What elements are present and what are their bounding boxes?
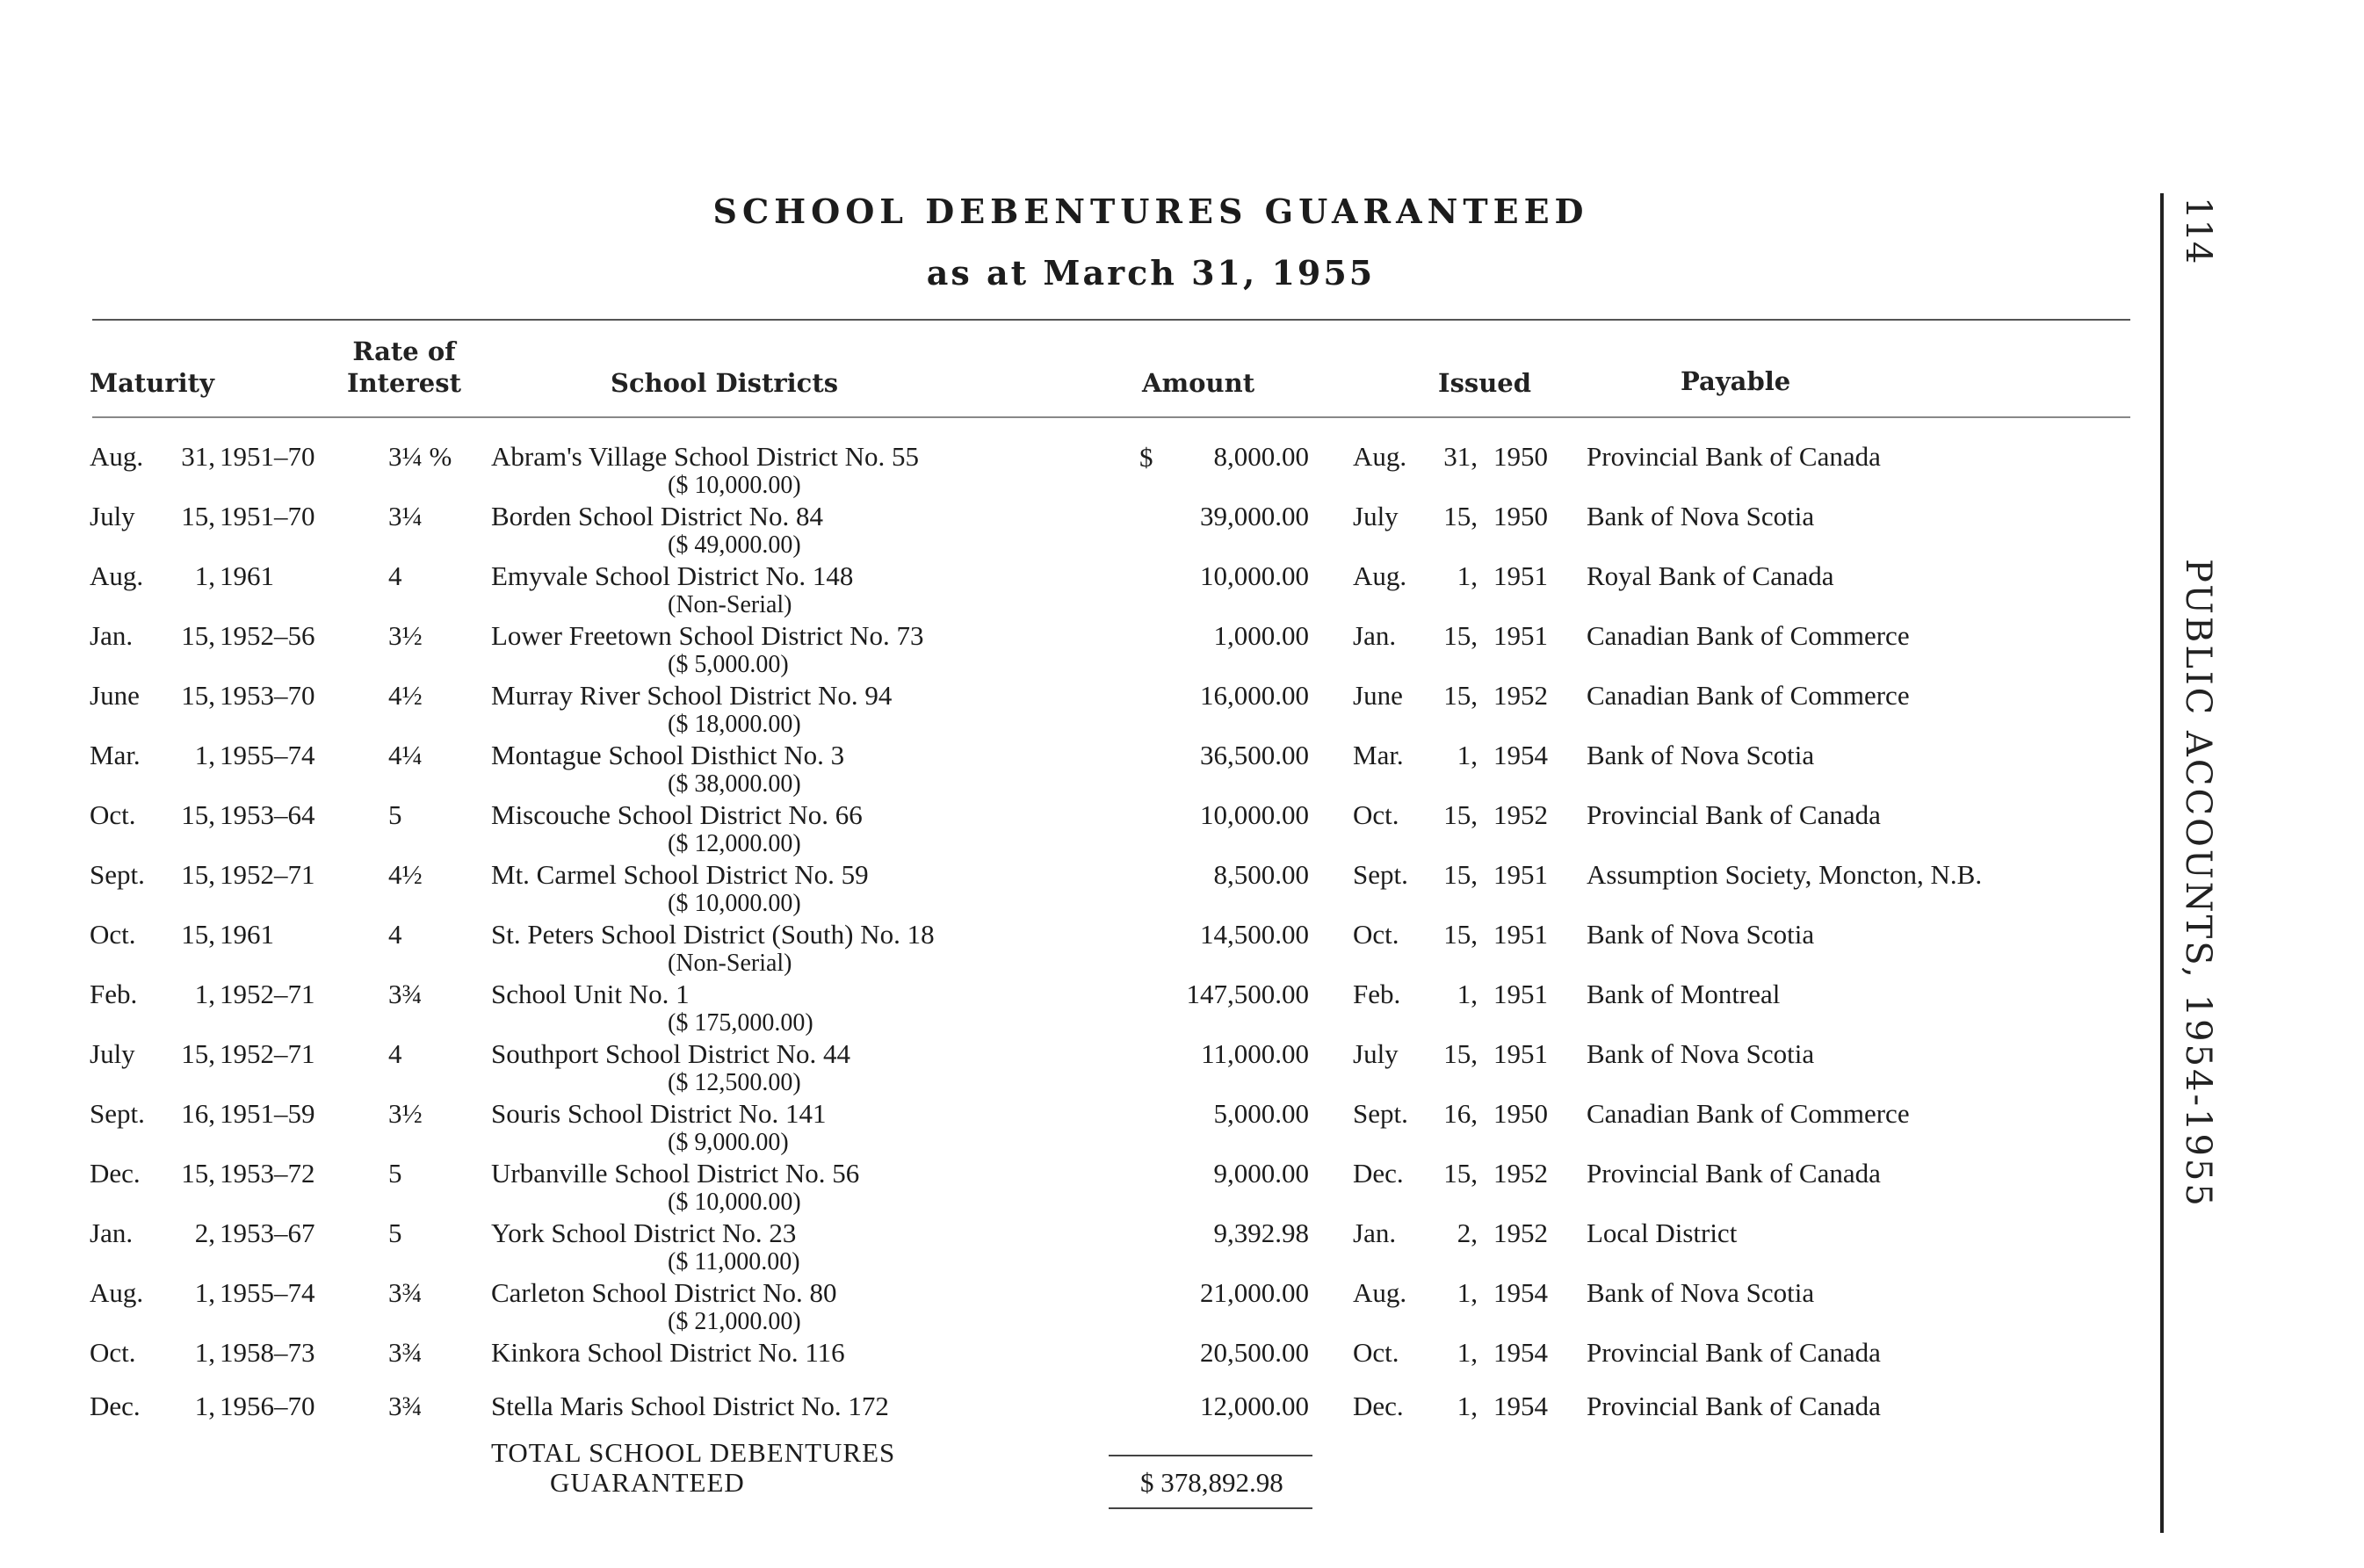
maturity-day: 31, (181, 441, 215, 472)
issued-year: 1952 (1493, 680, 1548, 711)
amount: 36,500.00 (1200, 740, 1309, 770)
interest-rate: 5 (388, 799, 402, 830)
issued-year: 1951 (1493, 859, 1548, 890)
payable-at: Provincial Bank of Canada (1587, 1337, 1881, 1368)
issued-day: 15, (1443, 1158, 1478, 1189)
maturity-day: 16, (181, 1098, 215, 1129)
issued-day: 15, (1443, 859, 1478, 890)
maturity-years: 1958–73 (220, 1337, 315, 1368)
maturity-day: 15, (181, 680, 215, 711)
district-subtotal: ($ 12,500.00) (668, 1069, 801, 1096)
table-row (0, 979, 2364, 1039)
interest-rate: 3¼ (388, 501, 423, 531)
issued-day: 15, (1443, 1038, 1478, 1069)
maturity-month: Aug. (90, 441, 144, 472)
maturity-years: 1955–74 (220, 1277, 315, 1308)
table-row (0, 1039, 2364, 1099)
amount: 39,000.00 (1200, 501, 1309, 531)
amount: 11,000.00 (1201, 1038, 1309, 1069)
issued-day: 1, (1457, 1337, 1478, 1368)
school-district: Montague School Disthict No. 3 (491, 740, 845, 770)
maturity-years: 1961 (220, 560, 274, 591)
maturity-month: Jan. (90, 1218, 134, 1248)
issued-month: Mar. (1353, 740, 1404, 770)
maturity-years: 1953–70 (220, 680, 315, 711)
header-top-rule (92, 319, 2130, 321)
issued-year: 1954 (1493, 740, 1548, 770)
maturity-month: Oct. (90, 799, 136, 830)
amount: 8,500.00 (1213, 859, 1309, 890)
maturity-month: Oct. (90, 1337, 136, 1368)
interest-rate: 4½ (388, 680, 423, 711)
district-subtotal: (Non-Serial) (668, 591, 792, 618)
issued-day: 15, (1443, 680, 1478, 711)
district-subtotal: ($ 49,000.00) (668, 531, 801, 559)
issued-year: 1954 (1493, 1277, 1548, 1308)
issued-month: Aug. (1353, 441, 1407, 472)
amount: 9,000.00 (1213, 1158, 1309, 1189)
table-row (0, 1338, 2364, 1398)
maturity-month: July (90, 501, 135, 531)
amount: 10,000.00 (1200, 560, 1309, 591)
page-title: SCHOOL DEBENTURES GUARANTEED (712, 191, 1589, 231)
payable-at: Provincial Bank of Canada (1587, 1391, 1881, 1421)
table-row (0, 1278, 2364, 1338)
issued-month: July (1353, 1038, 1399, 1069)
maturity-years: 1955–74 (220, 740, 315, 770)
payable-at: Bank of Nova Scotia (1587, 740, 1815, 770)
maturity-years: 1961 (220, 919, 274, 950)
issued-year: 1951 (1493, 919, 1548, 950)
interest-rate: 5 (388, 1218, 402, 1248)
maturity-years: 1951–59 (220, 1098, 315, 1129)
school-district: Borden School District No. 84 (491, 501, 823, 531)
school-district: Lower Freetown School District No. 73 (491, 620, 924, 651)
issued-month: Sept. (1353, 859, 1408, 890)
school-district: Carleton School District No. 80 (491, 1277, 837, 1308)
payable-at: Bank of Montreal (1587, 979, 1781, 1009)
school-district: Mt. Carmel School District No. 59 (491, 859, 869, 890)
payable-at: Assumption Society, Moncton, N.B. (1587, 859, 1983, 890)
interest-rate: 3½ (388, 1098, 423, 1129)
amount: 12,000.00 (1200, 1391, 1309, 1421)
school-district: St. Peters School District (South) No. 18 (491, 919, 935, 950)
amount: 21,000.00 (1200, 1277, 1309, 1308)
issued-year: 1952 (1493, 1158, 1548, 1189)
maturity-month: Sept. (90, 1098, 145, 1129)
issued-day: 31, (1443, 441, 1478, 472)
amount: 20,500.00 (1200, 1337, 1309, 1368)
issued-day: 1, (1457, 560, 1478, 591)
maturity-years: 1953–72 (220, 1158, 315, 1189)
issued-day: 15, (1443, 919, 1478, 950)
district-subtotal: ($ 18,000.00) (668, 711, 801, 738)
issued-day: 2, (1457, 1218, 1478, 1248)
maturity-years: 1953–67 (220, 1218, 315, 1248)
amount: 16,000.00 (1200, 680, 1309, 711)
table-row (0, 442, 2364, 502)
issued-day: 1, (1457, 740, 1478, 770)
maturity-day: 1, (194, 560, 215, 591)
issued-month: Jan. (1353, 620, 1397, 651)
interest-rate: 3¾ (388, 1277, 423, 1308)
amount-dollar-sign: $ (1139, 442, 1153, 473)
column-header-maturity: Maturity (90, 368, 214, 398)
amount: 9,392.98 (1213, 1218, 1309, 1248)
maturity-month: Dec. (90, 1391, 141, 1421)
maturity-years: 1956–70 (220, 1391, 315, 1421)
payable-at: Canadian Bank of Commerce (1587, 1098, 1910, 1129)
maturity-years: 1952–71 (220, 979, 315, 1009)
interest-rate: 3½ (388, 620, 423, 651)
interest-rate: 3¾ (388, 1391, 423, 1421)
issued-month: Dec. (1353, 1391, 1404, 1421)
interest-rate: 3¼ % (388, 441, 452, 472)
issued-day: 16, (1443, 1098, 1478, 1129)
header-bottom-rule (92, 416, 2130, 418)
amount: 1,000.00 (1213, 620, 1309, 651)
school-district: Urbanville School District No. 56 (491, 1158, 860, 1189)
issued-year: 1951 (1493, 979, 1548, 1009)
issued-year: 1950 (1493, 1098, 1548, 1129)
page-subtitle: as at March 31, 1955 (926, 253, 1376, 293)
school-district: York School District No. 23 (491, 1218, 797, 1248)
issued-month: July (1353, 501, 1399, 531)
interest-rate: 4 (388, 560, 402, 591)
payable-at: Bank of Nova Scotia (1587, 919, 1815, 950)
maturity-month: Oct. (90, 919, 136, 950)
margin-vertical-rule (2160, 193, 2164, 1533)
maturity-day: 1, (194, 1391, 215, 1421)
issued-month: Jan. (1353, 1218, 1397, 1248)
maturity-month: Aug. (90, 560, 144, 591)
district-subtotal: ($ 11,000.00) (668, 1248, 800, 1275)
interest-rate: 4½ (388, 859, 423, 890)
total-label-line2: GUARANTEED (550, 1467, 745, 1498)
table-row (0, 920, 2364, 979)
issued-month: Feb. (1353, 979, 1401, 1009)
maturity-day: 15, (181, 1038, 215, 1069)
column-header-rate-line2: Interest (347, 368, 461, 398)
issued-year: 1952 (1493, 799, 1548, 830)
payable-at: Canadian Bank of Commerce (1587, 620, 1910, 651)
school-district: Murray River School District No. 94 (491, 680, 893, 711)
table-row (0, 1218, 2364, 1278)
total-top-rule (1109, 1455, 1312, 1456)
issued-month: Aug. (1353, 1277, 1407, 1308)
district-subtotal: ($ 5,000.00) (668, 651, 789, 678)
issued-month: Oct. (1353, 1337, 1399, 1368)
issued-month: Oct. (1353, 799, 1399, 830)
column-header-rate-line1: Rate of (352, 336, 456, 366)
district-subtotal: ($ 21,000.00) (668, 1308, 801, 1335)
amount: 8,000.00 (1213, 441, 1309, 472)
district-subtotal: ($ 175,000.00) (668, 1009, 813, 1037)
column-header-amount: Amount (1142, 368, 1255, 398)
maturity-day: 1, (194, 979, 215, 1009)
school-district: Stella Maris School District No. 172 (491, 1391, 889, 1421)
district-subtotal: ($ 10,000.00) (668, 890, 801, 917)
issued-day: 1, (1457, 979, 1478, 1009)
school-district: Kinkora School District No. 116 (491, 1337, 845, 1368)
interest-rate: 3¾ (388, 1337, 423, 1368)
payable-at: Bank of Nova Scotia (1587, 1038, 1815, 1069)
table-row (0, 1099, 2364, 1159)
total-amount: $ 378,892.98 (1140, 1467, 1283, 1498)
payable-at: Bank of Nova Scotia (1587, 1277, 1815, 1308)
table-row (0, 800, 2364, 860)
interest-rate: 4 (388, 1038, 402, 1069)
district-subtotal: ($ 38,000.00) (668, 770, 801, 798)
maturity-years: 1951–70 (220, 441, 315, 472)
payable-at: Provincial Bank of Canada (1587, 441, 1881, 472)
total-label-line1: TOTAL SCHOOL DEBENTURES (491, 1437, 896, 1468)
maturity-years: 1952–71 (220, 859, 315, 890)
maturity-years: 1952–56 (220, 620, 315, 651)
maturity-day: 15, (181, 620, 215, 651)
issued-year: 1954 (1493, 1391, 1548, 1421)
column-header-school-districts: School Districts (611, 368, 839, 398)
maturity-day: 15, (181, 859, 215, 890)
issued-month: Dec. (1353, 1158, 1404, 1189)
payable-at: Provincial Bank of Canada (1587, 799, 1881, 830)
issued-year: 1954 (1493, 1337, 1548, 1368)
district-subtotal: ($ 10,000.00) (668, 472, 801, 499)
issued-year: 1951 (1493, 620, 1548, 651)
table-row (0, 741, 2364, 800)
column-header-payable: Payable (1681, 366, 1791, 396)
table-row (0, 1391, 2364, 1451)
maturity-years: 1952–71 (220, 1038, 315, 1069)
maturity-years: 1951–70 (220, 501, 315, 531)
maturity-day: 1, (194, 740, 215, 770)
table-row (0, 502, 2364, 561)
table-row (0, 860, 2364, 920)
table-row (0, 1159, 2364, 1218)
issued-month: Aug. (1353, 560, 1407, 591)
maturity-month: Jan. (90, 620, 134, 651)
maturity-day: 15, (181, 501, 215, 531)
issued-month: Sept. (1353, 1098, 1408, 1129)
payable-at: Bank of Nova Scotia (1587, 501, 1815, 531)
amount: 5,000.00 (1213, 1098, 1309, 1129)
maturity-month: Aug. (90, 1277, 144, 1308)
table-row (0, 621, 2364, 681)
amount: 10,000.00 (1200, 799, 1309, 830)
column-header-issued: Issued (1438, 368, 1532, 398)
issued-day: 15, (1443, 620, 1478, 651)
maturity-years: 1953–64 (220, 799, 315, 830)
school-district: School Unit No. 1 (491, 979, 690, 1009)
interest-rate: 4 (388, 919, 402, 950)
interest-rate: 4¼ (388, 740, 423, 770)
interest-rate: 5 (388, 1158, 402, 1189)
maturity-month: July (90, 1038, 135, 1069)
district-subtotal: ($ 10,000.00) (668, 1189, 801, 1216)
maturity-month: Dec. (90, 1158, 141, 1189)
maturity-day: 15, (181, 1158, 215, 1189)
school-district: Souris School District No. 141 (491, 1098, 827, 1129)
amount: 14,500.00 (1200, 919, 1309, 950)
amount: 147,500.00 (1186, 979, 1309, 1009)
total-bottom-rule (1109, 1507, 1312, 1509)
maturity-day: 15, (181, 799, 215, 830)
running-title: PUBLIC ACCOUNTS, 1954-1955 (2178, 559, 2218, 1209)
issued-year: 1950 (1493, 441, 1548, 472)
school-district: Emyvale School District No. 148 (491, 560, 854, 591)
maturity-month: Sept. (90, 859, 145, 890)
issued-year: 1951 (1493, 560, 1548, 591)
maturity-day: 1, (194, 1337, 215, 1368)
school-district: Miscouche School District No. 66 (491, 799, 863, 830)
issued-year: 1951 (1493, 1038, 1548, 1069)
issued-day: 1, (1457, 1391, 1478, 1421)
issued-year: 1952 (1493, 1218, 1548, 1248)
district-subtotal: ($ 9,000.00) (668, 1129, 789, 1156)
payable-at: Provincial Bank of Canada (1587, 1158, 1881, 1189)
district-subtotal: (Non-Serial) (668, 950, 792, 977)
maturity-month: Feb. (90, 979, 138, 1009)
issued-month: June (1353, 680, 1403, 711)
maturity-day: 2, (194, 1218, 215, 1248)
issued-day: 15, (1443, 501, 1478, 531)
issued-day: 1, (1457, 1277, 1478, 1308)
page-number: 114 (2178, 197, 2218, 264)
maturity-day: 15, (181, 919, 215, 950)
table-row (0, 681, 2364, 741)
school-district: Abram's Village School District No. 55 (491, 441, 920, 472)
payable-at: Local District (1587, 1218, 1738, 1248)
interest-rate: 3¾ (388, 979, 423, 1009)
issued-day: 15, (1443, 799, 1478, 830)
maturity-month: Mar. (90, 740, 141, 770)
maturity-day: 1, (194, 1277, 215, 1308)
school-district: Southport School District No. 44 (491, 1038, 851, 1069)
issued-year: 1950 (1493, 501, 1548, 531)
payable-at: Royal Bank of Canada (1587, 560, 1834, 591)
table-row (0, 561, 2364, 621)
issued-month: Oct. (1353, 919, 1399, 950)
maturity-month: June (90, 680, 140, 711)
payable-at: Canadian Bank of Commerce (1587, 680, 1910, 711)
district-subtotal: ($ 12,000.00) (668, 830, 801, 857)
